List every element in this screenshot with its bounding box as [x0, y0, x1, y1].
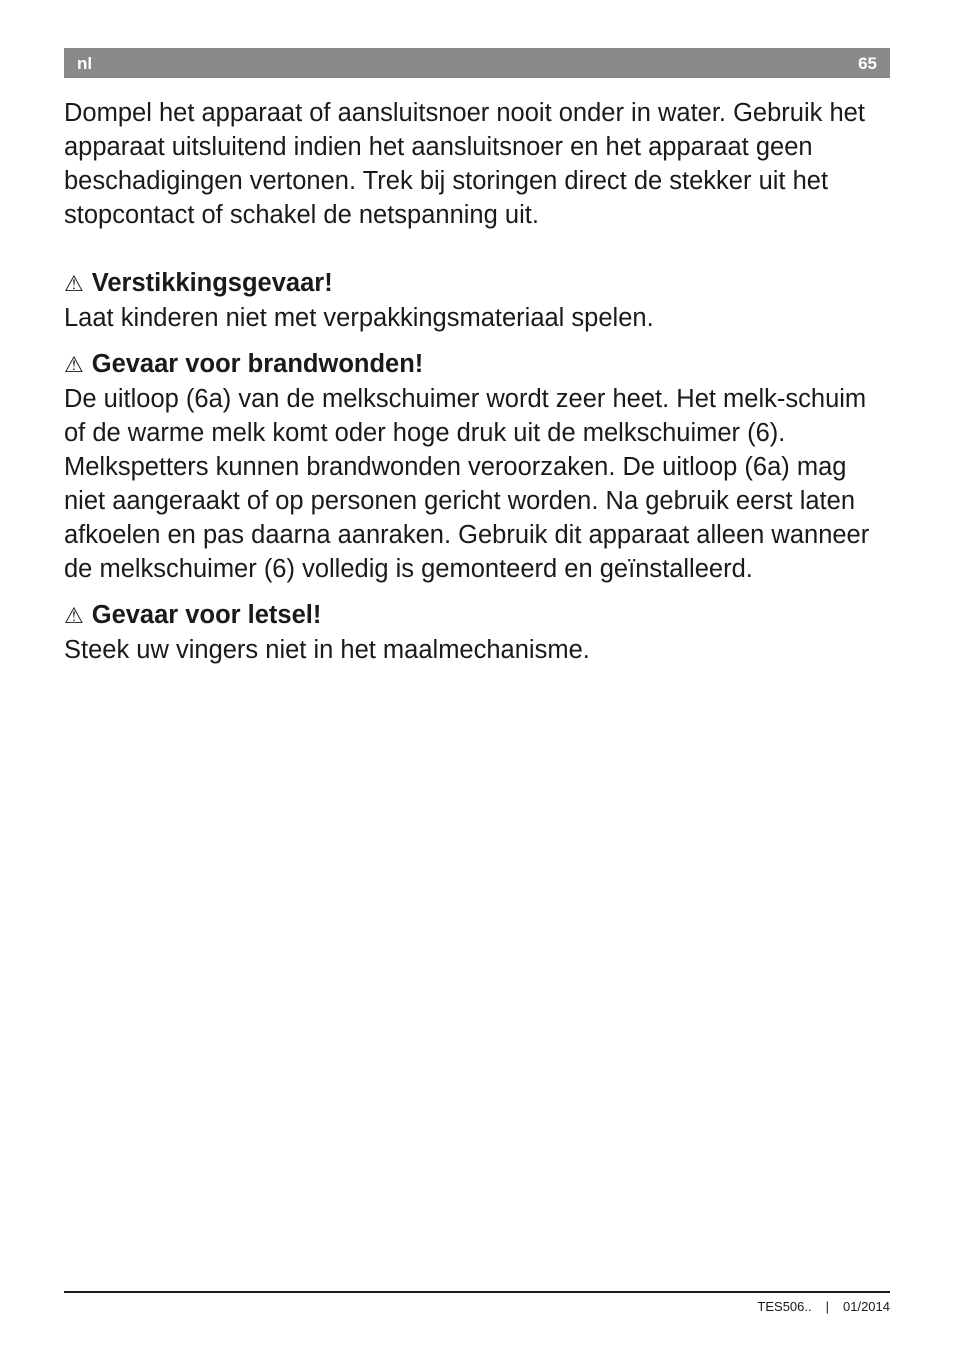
- warning-triangle-icon: ⚠: [64, 603, 84, 628]
- page-number: 65: [858, 54, 877, 73]
- warning-title: [64, 347, 894, 382]
- page-content: [64, 96, 894, 679]
- document-date: 01/2014: [843, 1299, 890, 1314]
- warning-text: Laat kinderen niet met verpakkingsmateriaal spelen.: [64, 304, 654, 332]
- warning-title-text: Verstikkingsgevaar!: [91, 269, 333, 297]
- footer-separator: |: [825, 1299, 829, 1314]
- warning-triangle-icon: ⚠: [64, 271, 84, 296]
- warning-text: De uitloop (6a) van de melkschuimer wordt zeer heet. Het melk-schuim of de warme melk komt oder hoge druk uit de melkschuimer (6). Melkspetters kunnen brandwonden veroorzaken. De uitloop (6a) mag niet aangeraakt of op personen gericht worden. Na gebruik eerst laten afkoelen en pas daarna aanraken. Gebruik dit apparaat alleen wanneer de melkschuimer (6) volledig is gemonteerd en geïnstalleerd.: [64, 385, 870, 583]
- warning-title-text: Gevaar voor letsel!: [91, 601, 322, 629]
- warning-injury: [64, 598, 894, 667]
- warning-triangle-icon: ⚠: [64, 352, 84, 377]
- model-number: TES506..: [757, 1299, 812, 1314]
- intro-paragraph: Dompel het apparaat of aansluitsnoer nooit onder in water. Gebruik het apparaat uitsluitend indien het aansluitsnoer en het apparaat geen beschadigingen vertonen. Trek bij storingen direct de stekker uit het stopcontact of schakel de netspanning uit.: [64, 99, 865, 229]
- warning-text: Steek uw vingers niet in het maalmechanisme.: [64, 636, 590, 664]
- footer: [757, 1299, 890, 1314]
- warning-burns: [64, 347, 894, 586]
- language-code: nl: [77, 54, 93, 73]
- warning-suffocation: [64, 266, 894, 335]
- warning-title: [64, 598, 894, 633]
- footer-rule: [64, 1291, 890, 1293]
- warning-title: [64, 266, 894, 301]
- page-header-bar: [64, 48, 890, 78]
- warning-title-text: Gevaar voor brandwonden!: [91, 350, 424, 378]
